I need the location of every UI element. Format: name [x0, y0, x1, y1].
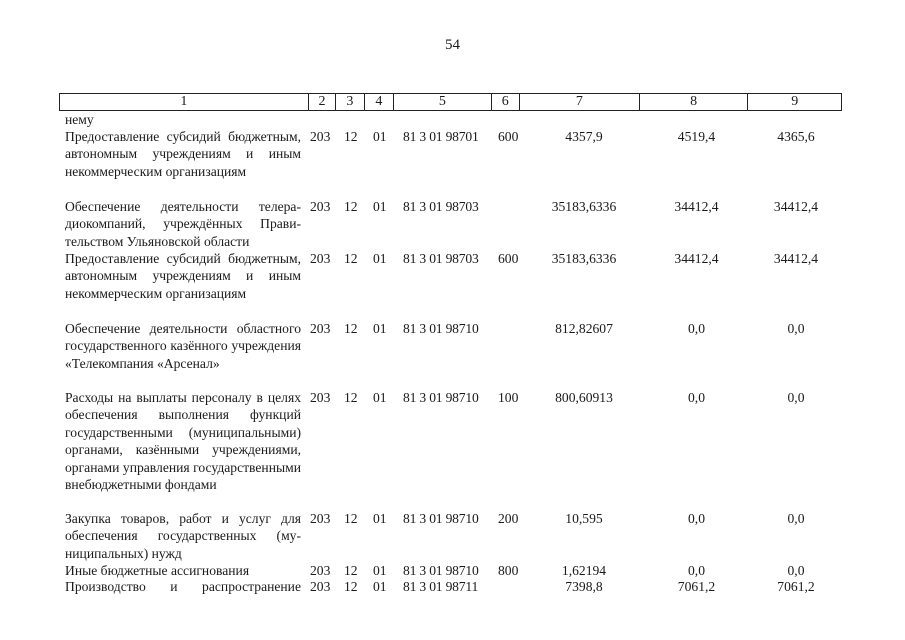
row-col-2: 203 [310, 251, 331, 266]
row-col-2: 203 [310, 579, 331, 594]
row-col-6: 600 [498, 129, 519, 144]
row-col-8: 4519,4 [677, 129, 716, 144]
row-col-4: 01 [373, 129, 387, 144]
row-col-7: 800,60913 [555, 390, 613, 405]
row-description: Иные бюджетные ассигнования [65, 563, 250, 578]
row-col-3: 12 [344, 511, 358, 526]
row-col-4: 01 [373, 563, 387, 578]
row-col-4: 01 [373, 321, 387, 336]
row-col-9: 7061,2 [777, 579, 815, 594]
row-col-7: 7398,8 [565, 579, 603, 594]
row-col-3: 12 [344, 563, 358, 578]
row-col-5: 81 3 01 98703 [403, 199, 479, 214]
row-col-7: 10,595 [565, 511, 603, 526]
row-col-5: 81 3 01 98710 [403, 511, 479, 526]
row-col-8: 34412,4 [674, 251, 719, 266]
row-col-4: 01 [373, 579, 387, 594]
row-description: нему [65, 112, 94, 127]
row-col-4: 01 [373, 251, 387, 266]
row-col-6: 600 [498, 251, 519, 266]
row-description: Производство и распространение [65, 579, 301, 594]
row-col-7: 1,62194 [561, 563, 607, 578]
column-header-1: 1 [60, 94, 309, 111]
row-col-8: 34412,4 [674, 199, 719, 214]
row-col-5: 81 3 01 98710 [403, 390, 479, 405]
page-number: 54 [445, 37, 460, 53]
row-col-7: 812,82607 [555, 321, 613, 336]
row-col-2: 203 [310, 390, 331, 405]
row-col-9: 34412,4 [773, 251, 819, 266]
row-col-9: 4365,6 [777, 129, 815, 144]
row-col-3: 12 [344, 129, 358, 144]
row-col-2: 203 [310, 511, 331, 526]
row-col-9: 0,0 [787, 390, 805, 405]
column-header-7: 7 [519, 94, 639, 111]
row-col-5: 81 3 01 98710 [403, 321, 479, 336]
row-col-3: 12 [344, 321, 358, 336]
row-col-4: 01 [373, 511, 387, 526]
row-col-3: 12 [344, 199, 358, 214]
column-header-3: 3 [336, 94, 364, 111]
row-col-2: 203 [310, 199, 331, 214]
column-header-8: 8 [639, 94, 748, 111]
row-col-5: 81 3 01 98701 [403, 129, 479, 144]
column-header-row [60, 94, 842, 111]
row-description: Обеспечение деятельности областного государственного казённого учреждения «Телекомпания «Арсенал» [65, 321, 301, 371]
row-col-4: 01 [373, 390, 387, 405]
column-header-table [59, 93, 842, 111]
row-col-8: 0,0 [688, 563, 705, 578]
row-col-3: 12 [344, 579, 358, 594]
row-col-7: 35183,6336 [551, 199, 617, 214]
column-header-9: 9 [748, 94, 842, 111]
row-col-7: 35183,6336 [551, 251, 617, 266]
row-col-5: 81 3 01 98703 [403, 251, 479, 266]
row-col-6: 200 [498, 511, 519, 526]
column-header-4: 4 [364, 94, 393, 111]
row-col-4: 01 [373, 199, 387, 214]
row-col-3: 12 [344, 390, 358, 405]
row-col-2: 203 [310, 321, 331, 336]
row-col-8: 0,0 [688, 321, 705, 336]
row-col-9: 0,0 [787, 511, 805, 526]
column-header-6: 6 [491, 94, 519, 111]
row-description: Предоставление субсидий бюджетным, автономным учреждениям и иным некоммерческим организациям [65, 251, 301, 301]
row-col-8: 0,0 [688, 390, 705, 405]
row-col-5: 81 3 01 98710 [403, 563, 479, 578]
row-col-9: 0,0 [787, 321, 805, 336]
row-col-8: 7061,2 [677, 579, 716, 594]
row-col-9: 34412,4 [773, 199, 819, 214]
row-col-6: 100 [498, 390, 519, 405]
row-col-8: 0,0 [688, 511, 705, 526]
row-col-6: 800 [498, 563, 519, 578]
row-description: Обеспечение деятельности телерадиокомпаний, учреждённых Правительством Ульяновской области [65, 199, 301, 249]
row-col-7: 4357,9 [565, 129, 603, 144]
column-header-5: 5 [394, 94, 491, 111]
column-header-2: 2 [308, 94, 335, 111]
row-description: Расходы на выплаты персоналу в целях обеспечения выполнения функций государственными (муниципальными) органами, казёнными учреждениями, органами управления государственными внебюджетными фондами [65, 390, 301, 493]
row-description: Предоставление субсидий бюджетным, автономным учреждениям и иным некоммерческим организациям [65, 129, 301, 179]
row-col-9: 0,0 [787, 563, 805, 578]
row-col-2: 203 [310, 129, 331, 144]
row-description: Закупка товаров, работ и услуг для обеспечения государственных (муниципальных) нужд [65, 511, 301, 561]
row-col-3: 12 [344, 251, 358, 266]
row-col-5: 81 3 01 98711 [403, 579, 479, 594]
row-col-2: 203 [310, 563, 331, 578]
